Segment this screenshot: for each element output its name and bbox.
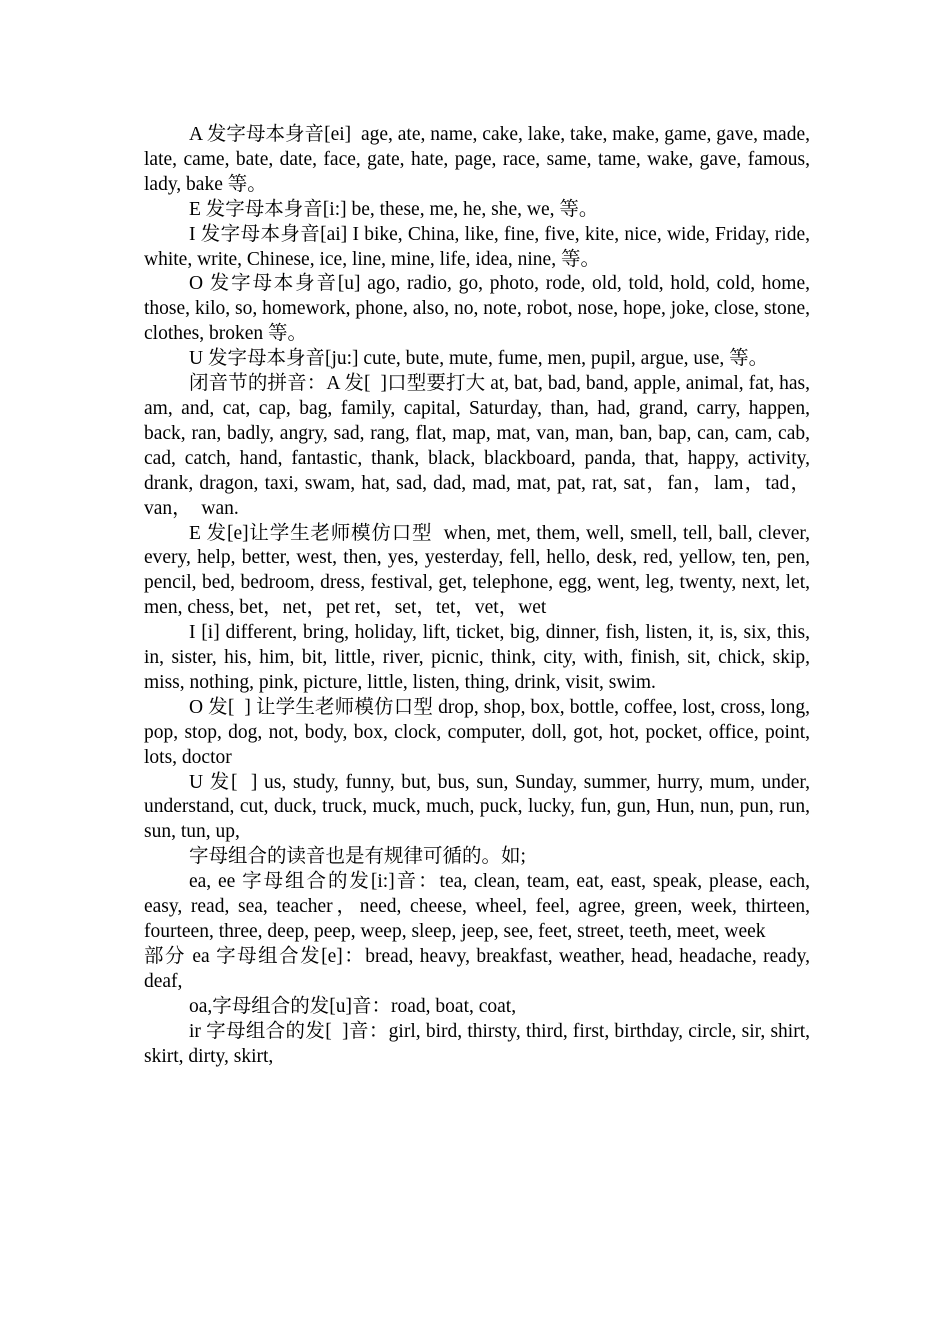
paragraph-closed-syllable-u: U 发[ ] us, study, funny, but, bus, sun, Sunday, summer, hurry, mum, under, understand, cut, duck, truck, muck, much, puck, lucky, fun, gun, Hun, nun, pun, run, sun, tun, up,	[144, 771, 815, 843]
paragraph-letter-u-long-vowel: U 发字母本身音[ju:] cute, bute, mute, fume, men, pupil, argue, use, 等。	[189, 348, 769, 370]
paragraph-closed-syllable-o: O 发[ ] 让学生老师模仿口型 drop, shop, box, bottle, coffee, lost, cross, long, pop, stop, dog, not, body, box, clock, computer, doll, got, hot, pocket, office, point, lots, doctor	[144, 696, 815, 768]
paragraph-ea-ee-combination: ea, ee 字母组合的发[i:]音：tea, clean, team, eat, east, speak, please, each, easy, read, sea, teacher，need, cheese, wheel, feel, agree, green, week, thirteen, fourteen, three, deep, peep, weep, sleep, jeep, see, feet, street, teeth, meet, week	[144, 871, 815, 942]
paragraph-ir-combination: ir 字母组合的发[ ]音：girl, bird, thirsty, third, first, birthday, circle, sir, shirt, skirt, dirty, skirt,	[144, 1020, 815, 1067]
paragraph-letter-i-long-vowel: I 发字母本身音[ai] I bike, China, like, fine, five, kite, nice, wide, Friday, ride, white, write, Chinese, ice, line, mine, life, idea, nine, 等。	[144, 223, 815, 270]
paragraph-closed-syllable-a: 闭音节的拼音：A 发[ ]口型要打大 at, bat, bad, band, apple, animal, fat, has, am, and, cat, cap, bag, family, capital, Saturday, than, had, grand, carry, happen, back, ran, badly, angry, sad, rang, flat, map, mat, van, man, ban, bap, can, cam, cab, cad, catch, hand, fantastic, thank, black, blackboard, panda, that, happy, activity, drank, dragon, taxi, swam, hat, sad, dad, mad, mat, pat, rat, sat，fan，lam，tad， van， wan.	[144, 373, 820, 519]
paragraph-ea-short-e: 部分 ea 字母组合发[e]：bread, heavy, breakfast, weather, head, headache, ready, deaf,	[144, 945, 815, 992]
paragraph-letter-e-long-vowel: E 发字母本身音[i:] be, these, me, he, she, we, 等。	[189, 198, 599, 220]
paragraph-closed-syllable-i: I [i] different, bring, holiday, lift, ticket, big, dinner, fish, listen, it, is, six, this, in, sister, his, him, bit, little, river, picnic, think, city, with, finish, sit, chick, skip, miss, nothing, pink, picture, little, listen, thing, drink, visit, swim.	[144, 622, 815, 693]
document-page	[144, 123, 820, 1069]
paragraph-oa-combination: oa,字母组合的发[u]音：road, boat, coat,	[189, 995, 517, 1017]
paragraph-closed-syllable-e: E 发[e]让学生老师模仿口型 when, met, them, well, smell, tell, ball, clever, every, help, better, west, then, yes, yesterday, fell, hello, desk, red, yellow, ten, pen, pencil, bed, bedroom, dress, festival, get, telephone, egg, went, leg, twenty, next, let, men, chess, bet，net，pet ret，set，tet，vet，wet	[144, 522, 815, 619]
paragraph-letter-combinations-intro: 字母组合的读音也是有规律可循的。如;	[189, 846, 526, 868]
paragraph-letter-a-long-vowel: A 发字母本身音[ei] age, ate, name, cake, lake, take, make, game, gave, made, late, came, bate, date, face, gate, hate, page, race, same, tame, wake, gave, famous, lady, bake 等。	[144, 124, 815, 195]
paragraph-letter-o-long-vowel: O 发字母本身音[u] ago, radio, go, photo, rode, old, told, hold, cold, home, those, kilo, so, homework, phone, also, no, note, robot, nose, hope, joke, close, stone, clothes, broken 等。	[144, 273, 815, 345]
